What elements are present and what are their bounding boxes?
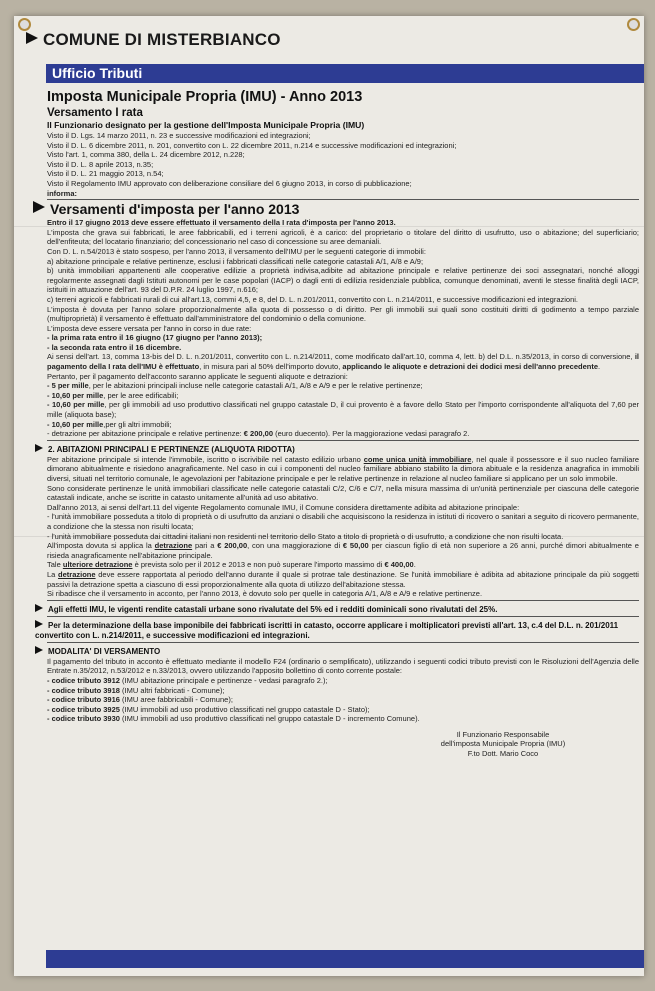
s1-rata-1: - la prima rata entro il 16 giugno (17 giugno per l'anno 2013); <box>47 333 263 343</box>
divider <box>47 616 639 617</box>
text: . <box>598 362 601 372</box>
tax-code-desc: (IMU aree fabbricabili - Comune); <box>122 695 233 705</box>
grommet-top-right <box>627 18 640 31</box>
divider <box>47 642 639 643</box>
text: , con una maggiorazione di <box>247 541 341 551</box>
text: pari a <box>194 541 215 551</box>
visto-item: Visto il D. L. 21 maggio 2013, n.54; <box>47 169 164 179</box>
text: deve essere rapportata al periodo dell'anno durante il quale si protrae tale destinazione. Se l'unità immobiliare è adibita ad abitazione principale da più soggetti passivi la detrazione spetta a ciascuno di essi proporzionalmente alla quota di utilizzo dell'abitazione stessa. <box>47 569 639 589</box>
section-base-imponibile <box>35 620 639 641</box>
office-band <box>46 64 644 83</box>
tax-code-desc: (IMU immobili ad uso produttivo classificati nel gruppo catastale D - Stato); <box>122 704 370 714</box>
tax-code-line <box>47 686 639 696</box>
tax-code: - codice tributo 3912 <box>47 675 120 685</box>
arrow-right-icon <box>35 620 43 628</box>
officer-line: Il Funzionario designato per la gestione dell'Imposta Municipale Propria (IMU) <box>47 120 365 130</box>
s2-p1 <box>47 455 639 484</box>
s1-rata-2: - la seconda rata entro il 16 dicembre. <box>47 342 182 352</box>
rate-desc: , per le abitazioni principali incluse nelle categorie catastali A/1, A/8 e A/9 e per le relative pertinenze; <box>88 381 423 391</box>
section-versamenti-title: Versamenti d'imposta per l'anno 2013 <box>50 201 300 218</box>
s2-p6 <box>47 541 639 560</box>
rate-desc: (euro duecento). Per la maggiorazione vedasi paragrafo 2. <box>275 429 470 439</box>
tax-code-desc: (IMU abitazione principale e pertinenze - vedasi paragrafo 2.); <box>122 675 328 685</box>
rate-value: - 10,60 per mille <box>47 419 104 429</box>
tax-code: - codice tributo 3930 <box>47 714 120 724</box>
rate-value: - 10,60 per mille <box>47 400 105 410</box>
s5-p1: Il pagamento del tributo in acconto è effettuato mediante il modello F24 (ordinario o semplificato), utilizzando i seguenti codici tributo previsti con le Risoluzioni dell'Agenzia delle Entrate n.35/2012, n.53/2012 e n.33/2013, ovvero utilizzando l'apposito bollettino di conto corrente postale: <box>47 656 639 676</box>
arrow-right-icon <box>35 646 43 654</box>
section-versamenti-heading <box>33 201 639 218</box>
s1-lead: Entro il 17 giugno 2013 deve essere effettuato il versamento della I rata d'imposta per l'anno 2013. <box>47 218 396 228</box>
text: , nel quale il possessore e il suo nucleo familiare dimorano abitualmente e risiedono anagraficamente. Nel caso in cui i componenti del nucleo familiare abbiano stabilito la dimora abituale e la residenza anagrafica in immobili diversi, situati nel territorio comunale, le agevolazioni per l'abitazione principale e per le relative pertinenze in relazione al nucleo familiare si applicano per un solo immobile. <box>47 454 639 483</box>
amount: € 50,00 <box>342 541 369 551</box>
arrow-right-icon <box>26 32 38 44</box>
signature-role: Il Funzionario Responsabile <box>456 729 550 739</box>
rate-line <box>47 429 639 439</box>
rate-desc: , per le aree edificabili; <box>103 390 179 400</box>
amount: € 200,00 <box>217 541 248 551</box>
s2-p9: Si ribadisce che il versamento in acconto, per l'anno 2013, è dovuto solo per quelle in categoria A/1, A/8 e A/9 e relative pertinenze. <box>47 589 483 599</box>
tax-code: - codice tributo 3916 <box>47 695 120 705</box>
doc-title: Imposta Municipale Propria (IMU) - Anno 2013 <box>47 89 363 105</box>
tax-code-line <box>47 714 639 724</box>
text: Tale <box>47 560 61 570</box>
text: Per abitazione principale si intende l'immobile, iscritto o iscrivibile nel catasto edilizio urbano <box>47 454 361 464</box>
s2-p2: Sono considerate pertinenze le unità immobiliari classificate nelle categorie catastali C/2, C/6 e C/7, nella misura massima di un'unità pertinenziale per ciascuna delle categorie catastali indicate, anche se iscritte in catasto unitamente all'unità ad uso abitativo. <box>47 483 639 503</box>
visto-item: Visto il D. Lgs. 14 marzo 2011, n. 23 e successive modificazioni ed integrazioni; <box>47 131 311 140</box>
text-underlined: detrazione <box>154 541 193 551</box>
footer-band <box>46 950 644 968</box>
section-modalita-title: MODALITA' DI VERSAMENTO <box>48 646 161 656</box>
text-bold: il pagamento della I rata dell'IMU è effettuato <box>47 352 639 372</box>
s1-p5 <box>47 352 639 371</box>
text: è prevista solo per il 2012 e 2013 e non può superare l'importo massimo di <box>134 560 383 570</box>
text: . <box>413 560 416 570</box>
tax-code: - codice tributo 3925 <box>47 704 120 714</box>
rate-value: € 200,00 <box>243 429 273 439</box>
tax-code-line <box>47 676 639 686</box>
s1-pb: b) unità immobiliari appartenenti alle cooperative edilizie a proprietà indivisa,adibite ad abitazione principale e relative pertinenze dei soci assegnatari, nonché alloggi regolarmente assegnati dagli Istituti autonomi per le case popolari (IACP) o dagli enti di edilizia residenziale pubblica, comunque denominati, aventi le stesse finalità degli IACP, istituiti in attuazione dell'art. 93 del D.P.R. 24 luglio 1997, n.616; <box>47 266 639 295</box>
tax-code-line <box>47 695 639 705</box>
rate-value: - 10,60 per mille <box>47 390 104 400</box>
rate-line <box>47 400 639 419</box>
divider <box>47 199 639 200</box>
rate-line <box>47 381 639 391</box>
tax-code-desc: (IMU altri fabbricati - Comune); <box>122 685 225 695</box>
visto-item: Visto il Regolamento IMU approvato con deliberazione consiliare del 6 giugno 2013, in corso di pubblicazione; <box>47 178 412 188</box>
comune-title: COMUNE DI MISTERBIANCO <box>43 30 281 49</box>
base-imponibile-text: Per la determinazione della base imponibile dei fabbricati iscritti in catasto, occorre applicare i moltiplicatori previsti all'art. 13, c.4 del D.L. n. 201/2011 convertito con L. n.214/2011, e successive modificazioni ed integrazioni. <box>35 620 619 640</box>
visto-list <box>47 131 639 189</box>
arrow-right-icon <box>35 444 43 452</box>
section-rendite <box>35 604 639 615</box>
tax-code-line <box>47 705 639 715</box>
arrow-right-icon <box>33 201 45 213</box>
rate-desc: , per gli immobili ad uso produttivo classificati nel gruppo catastale D, il cui provento è a favore dello Stato per l'importo corrispondente all'aliquota del 7,60 per mille (aliquota base); <box>47 400 639 420</box>
rate-line <box>47 391 639 401</box>
s1-p2: Con D. L. n.54/2013 è stato sospeso, per l'anno 2013, il versamento dell'IMU per le seguenti categorie di immobili: <box>47 246 426 256</box>
s2-p5: - l'unità immobiliare posseduta dai cittadini italiani non residenti nel territorio dello Stato a titolo di proprietà o di usufrutto, a condizione che non risulti locata. <box>47 531 564 541</box>
office-label: Ufficio Tributi <box>52 65 143 81</box>
signature-office: dell'imposta Municipale Propria (IMU) <box>440 739 566 749</box>
text-underlined: come unica unità immobiliare <box>363 454 472 464</box>
document-body <box>35 88 639 759</box>
divider <box>47 600 639 601</box>
s2-p3: Dall'anno 2013, ai sensi dell'art.11 del vigente Regolamento comunale IMU, il Comune considera direttamente adibita ad abitazione principale: <box>47 502 520 512</box>
section-modalita-heading <box>35 646 639 657</box>
s1-p6: Pertanto, per il pagamento dell'acconto saranno applicate le seguenti aliquote e detrazioni: <box>47 371 348 381</box>
poster <box>14 16 644 976</box>
s2-p4: - l'unità immobiliare posseduta a titolo di proprietà o di usufrutto da anziani o disabili che acquisiscono la residenza in istituti di ricovero o sanitari a seguito di ricovero permanente, a condizione che la stessa non risulti locata; <box>47 512 639 531</box>
rate-desc: ,per gli altri immobili; <box>103 419 172 429</box>
signature-block <box>367 730 639 759</box>
amount: € 400,00 <box>384 560 414 570</box>
visto-item: Visto il D. L. 8 aprile 2013, n.35; <box>47 159 154 169</box>
informa-label: informa: <box>47 188 77 198</box>
s2-p8 <box>47 570 639 589</box>
s1-p1: L'imposta che grava sui fabbricati, le aree fabbricabili, ed i terreni agricoli, è a carico: del proprietario o titolare del diritto di usufrutto, uso o abitazione; del superficiario; dell'enfiteuta; del locatario finanziario; del concessionario nel caso di concessione su aree demaniali. <box>47 227 639 247</box>
section-abitazioni-title: 2. ABITAZIONI PRINCIPALI E PERTINENZE (ALIQUOTA RIDOTTA) <box>48 444 295 454</box>
section-abitazioni-heading <box>35 444 639 455</box>
text: , in misura pari al 50% dell'importo dovuto, <box>199 362 341 372</box>
s1-pc: c) terreni agricoli e fabbricati rurali di cui all'art.13, commi 4,5, e 8, del D. L. n.201/2011, convertito con L. n.214/2011, e successive modificazioni ed integrazioni. <box>47 294 579 304</box>
arrow-right-icon <box>35 604 43 612</box>
s1-pa: a) abitazione principale e relative pertinenze, esclusi i fabbricati classificati nelle categorie catastali A/1, A/8 e A/9; <box>47 256 424 266</box>
divider <box>47 440 639 441</box>
text: per ciascun figlio di età non superiore a 26 anni, purché dimori abitualmente e risieda anagraficamente nell'abitazione principale. <box>47 541 639 560</box>
visto-item: Visto il D. L. 6 dicembre 2011, n. 201, convertito con L. 22 dicembre 2011, n.214 e successive modificazioni ed integrazioni; <box>47 140 457 150</box>
rate-value: - 5 per mille <box>47 381 89 391</box>
rate-desc: - detrazione per abitazione principale e relative pertinenze: <box>47 429 242 439</box>
text-underlined: ulteriore detrazione <box>62 560 133 570</box>
comune-heading <box>26 30 281 50</box>
doc-subtitle: Versamento I rata <box>47 107 143 119</box>
rate-line <box>47 420 639 430</box>
text-underlined: detrazione <box>58 569 96 579</box>
text: All'imposta dovuta si applica la <box>47 541 152 551</box>
s1-p4: L'imposta deve essere versata per l'anno in corso in due rate: <box>47 323 252 333</box>
text: Ai sensi dell'art. 13, comma 13-bis del D. L. n.201/2011, convertito con L. n.214/2011, come modificato dall'art.10, comma 4, lett. b) del D.L. n.35/2013, in corso di conversione, <box>47 352 633 362</box>
signature-name: F.to Dott. Mario Coco <box>467 749 539 759</box>
text: La <box>47 569 56 579</box>
visto-item: Visto l'art. 1, comma 380, della L. 24 dicembre 2012, n.228; <box>47 150 245 160</box>
s1-p3: L'imposta è dovuta per l'anno solare proporzionalmente alla quota di possesso o di diritto. Per gli immobili sui quali sono costituiti diritti di godimento a tempo parziale (multiproprietà) il versamento è effettuato dall'amministratore del condominio o della comunione. <box>47 304 639 324</box>
text-bold: applicando le aliquote e detrazioni dei dodici mesi dell'anno precedente <box>342 362 599 372</box>
tax-code-desc: (IMU immobili ad uso produttivo classificati nel gruppo catastale D - incremento Comune). <box>122 714 420 724</box>
tax-code: - codice tributo 3918 <box>47 685 120 695</box>
rendite-text: Agli effetti IMU, le vigenti rendite catastali urbane sono rivalutate del 5% ed i redditi dominicali sono rivalutati del 25%. <box>48 604 498 614</box>
s2-p7 <box>47 560 639 570</box>
